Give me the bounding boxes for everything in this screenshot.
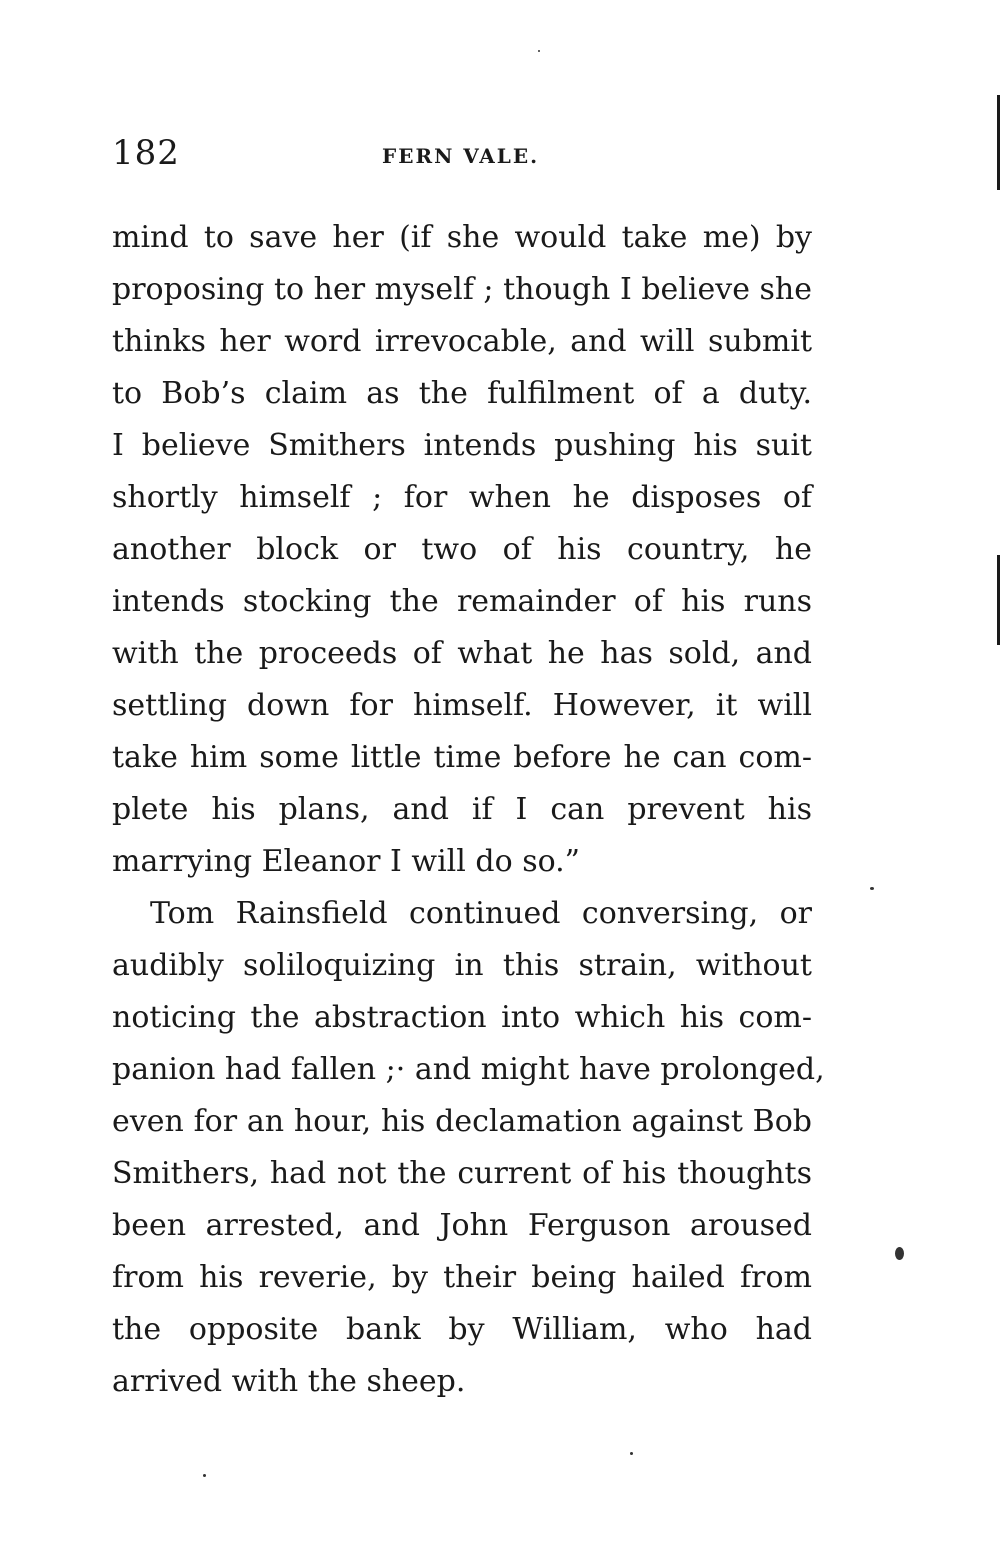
text-line: shortly himself ; for when he disposes of bbox=[112, 480, 812, 515]
text-line: the opposite bank by William, who had bbox=[112, 1312, 812, 1347]
text-line: panion had fallen ;· and might have prolonged, bbox=[112, 1052, 825, 1087]
page-number: 182 bbox=[112, 133, 180, 173]
text-line: plete his plans, and if I can prevent his bbox=[112, 792, 812, 827]
body-text bbox=[112, 212, 825, 1408]
scan-speck bbox=[538, 50, 540, 52]
scan-speck bbox=[895, 1247, 904, 1260]
text-line: with the proceeds of what he has sold, and bbox=[112, 636, 812, 671]
text-line: I believe Smithers intends pushing his suit bbox=[112, 428, 812, 463]
text-line: been arrested, and John Ferguson aroused bbox=[112, 1208, 812, 1243]
text-line: proposing to her myself ; though I believe she bbox=[112, 272, 812, 307]
running-title: FERN VALE. bbox=[382, 144, 540, 168]
text-line: to Bob’s claim as the fulfilment of a duty. bbox=[112, 376, 812, 411]
scan-speck bbox=[203, 1474, 206, 1477]
scan-speck bbox=[630, 1452, 633, 1455]
text-line: noticing the abstraction into which his com- bbox=[112, 1000, 812, 1035]
text-line: mind to save her (if she would take me) by bbox=[112, 220, 812, 255]
text-line: thinks her word irrevocable, and will submit bbox=[112, 324, 812, 359]
text-line: settling down for himself. However, it will bbox=[112, 688, 812, 723]
text-line: Smithers, had not the current of his thoughts bbox=[112, 1156, 812, 1191]
text-line: marrying Eleanor I will do so.” bbox=[112, 844, 581, 879]
text-line: arrived with the sheep. bbox=[112, 1364, 466, 1399]
page-header bbox=[112, 132, 812, 177]
text-line: even for an hour, his declamation against Bob bbox=[112, 1104, 812, 1139]
text-line: take him some little time before he can com- bbox=[112, 740, 812, 775]
scan-speck bbox=[870, 887, 874, 890]
text-line: from his reverie, by their being hailed from bbox=[112, 1260, 812, 1295]
text-line: intends stocking the remainder of his runs bbox=[112, 584, 812, 619]
text-line: audibly soliloquizing in this strain, without bbox=[112, 948, 812, 983]
text-line: another block or two of his country, he bbox=[112, 532, 812, 567]
text-line: Tom Rainsfield continued conversing, or bbox=[150, 896, 812, 931]
